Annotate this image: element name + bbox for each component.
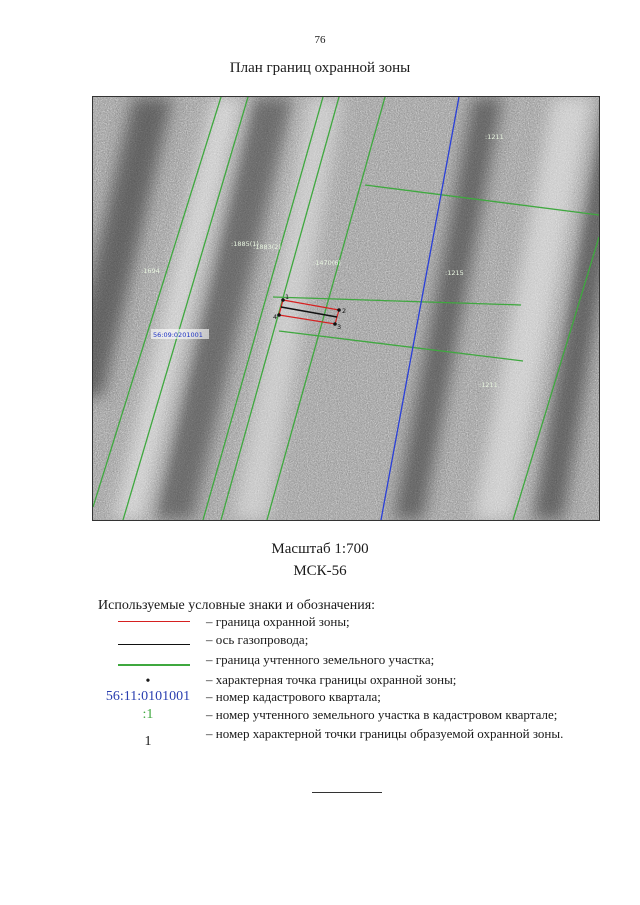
- legend-row-point-number: [98, 726, 618, 760]
- parcel-label-1883: :1883(2): [253, 243, 281, 251]
- point-number-symbol: 1: [144, 734, 152, 749]
- boundary-map: [92, 96, 600, 521]
- legend-row-quarter: [98, 689, 618, 705]
- black-line-symbol: [118, 644, 190, 645]
- legend-row-point: [98, 672, 618, 688]
- green-line-symbol: [118, 664, 190, 666]
- legend-row-parcel-number: [98, 707, 618, 723]
- legend-desc: – граница учтенного земельного участка;: [206, 652, 435, 667]
- legend-desc: – граница охранной зоны;: [206, 614, 350, 629]
- quarter-label: 56:09:0201001: [153, 331, 203, 339]
- scale-block: [0, 538, 640, 582]
- crs-text: МСК-56: [293, 563, 347, 579]
- legend-title: Используемые условные знаки и обозначения:: [98, 598, 376, 613]
- dot-symbol: •: [145, 674, 151, 689]
- parcel-label-1211-bottom: :1211: [479, 381, 498, 389]
- point-2-label: 2: [342, 307, 347, 315]
- parcel-label-1694: :1694: [141, 267, 160, 275]
- scale-text: Масштаб 1:700: [271, 541, 369, 557]
- parcel-number-symbol: :1: [142, 707, 154, 722]
- legend-desc: – номер кадастрового квартала;: [206, 689, 381, 704]
- point-1-label: 1: [285, 293, 290, 301]
- legend-row-zone-border: [98, 614, 618, 630]
- legend-desc: – номер характерной точки границы образуемой охранной зоны.: [206, 726, 564, 741]
- legend-desc: – номер учтенного земельного участка в кадастровом квартале;: [206, 707, 558, 722]
- legend-desc: – характерная точка границы охранной зоны;: [206, 672, 457, 687]
- red-line-symbol: [118, 621, 190, 622]
- legend-row-pipeline: [98, 632, 618, 648]
- page-title: План границ охранной зоны: [229, 60, 411, 76]
- legend-desc: – ось газопровода;: [206, 632, 309, 647]
- page-number: 76: [314, 34, 326, 46]
- point-3-label: 3: [337, 323, 342, 331]
- parcel-label-1885: :1885(1): [231, 240, 259, 248]
- quarter-number-symbol: 56:11:0101001: [105, 689, 191, 704]
- legend-row-parcel-border: [98, 652, 618, 668]
- parcel-label-1215: :1215: [445, 269, 464, 277]
- point-4-label: 4: [273, 313, 278, 321]
- bottom-rule: [312, 792, 382, 793]
- parcel-label-1470: :1470(6): [313, 259, 341, 267]
- parcel-label-1211-top: :1211: [485, 133, 504, 141]
